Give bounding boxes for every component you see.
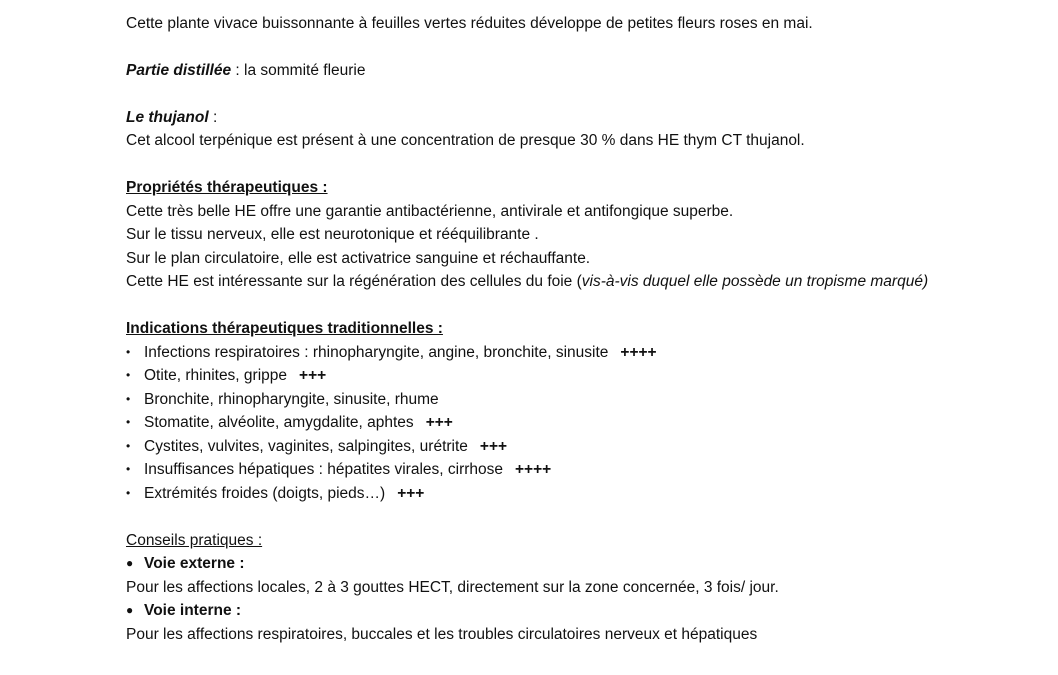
list-item [126, 364, 932, 388]
proprietes-line: Sur le tissu nerveux, elle est neurotonique et rééquilibrante . [126, 226, 539, 243]
bullet-dot-icon: ● [126, 603, 134, 617]
thujanol-label: Le thujanol [126, 108, 209, 126]
bullet-icon: • [126, 438, 131, 453]
voie-interne-text: Pour les affections respiratoires, buccales et les troubles circulatoires nerveux et hépatiques [126, 625, 758, 643]
spacer [126, 82, 932, 106]
voie-interne-label: Voie interne : [144, 602, 242, 619]
thujanol-heading [126, 106, 932, 130]
indication-text: Bronchite, rhinopharyngite, sinusite, rhume [144, 390, 439, 408]
bullet-icon: • [126, 485, 131, 500]
thujanol-text: Cet alcool terpénique est présent à une concentration de presque 30 % dans HE thym CT thujanol. [126, 132, 805, 149]
indication-text: Cystites, vulvites, vaginites, salpingites, urétrite [144, 437, 468, 455]
list-item [126, 482, 932, 506]
bullet-icon: • [126, 462, 131, 476]
voie-externe-label: Voie externe : [144, 555, 245, 572]
thujanol-separator: : [208, 108, 218, 126]
list-item [126, 411, 932, 435]
indication-text: Insuffisances hépatiques : hépatites virales, cirrhose [144, 461, 503, 478]
list-item [126, 341, 932, 365]
partie-label: Partie distillée [126, 61, 232, 79]
proprietes-line: Cette très belle HE offre une garantie antibactérienne, antivirale et antifongique superbe. [126, 202, 734, 220]
voie-interne-heading [126, 599, 932, 623]
bullet-dot-icon: ● [126, 556, 134, 570]
spacer [126, 153, 932, 177]
indication-text: Otite, rhinites, grippe [144, 367, 288, 384]
indications-list [126, 341, 932, 506]
bullet-icon: • [126, 391, 131, 406]
proprietes-heading: Propriétés thérapeutiques : [126, 179, 328, 196]
spacer [126, 505, 932, 529]
indication-level: +++ [479, 437, 508, 455]
indication-text: Infections respiratoires : rhinopharyngite, angine, bronchite, sinusite [144, 343, 609, 361]
list-item [126, 458, 932, 482]
spacer [126, 294, 932, 318]
indication-level: ++++ [515, 461, 552, 478]
intro-paragraph: Cette plante vivace buissonnante à feuilles vertes réduites développe de petites fleurs roses en mai. [126, 14, 813, 32]
proprietes-foie-paragraph [126, 270, 932, 294]
proprietes-foie-italic: vis-à-vis duquel elle possède un tropisme marqué) [581, 273, 929, 290]
proprietes-line: Sur le plan circulatoire, elle est activatrice sanguine et réchauffante. [126, 249, 591, 267]
indications-heading: Indications thérapeutiques traditionnelles : [126, 320, 443, 337]
spacer [126, 35, 932, 59]
proprietes-foie-text: Cette HE est intéressante sur la régénération des cellules du foie ( [126, 273, 582, 290]
indication-text: Stomatite, alvéolite, amygdalite, aphtes [144, 414, 414, 431]
voie-externe-text: Pour les affections locales, 2 à 3 gouttes HECT, directement sur la zone concernée, 3 fois/ jour. [126, 578, 779, 596]
bullet-icon: • [126, 415, 131, 429]
bullet-icon: • [126, 344, 131, 359]
indication-level: +++ [299, 367, 327, 384]
indication-text: Extrémités froides (doigts, pieds…) [144, 484, 386, 502]
indication-level: +++ [397, 484, 425, 502]
bullet-icon: • [126, 368, 131, 382]
partie-distillee [126, 59, 932, 83]
list-item [126, 435, 932, 459]
indication-level: ++++ [620, 343, 657, 361]
indication-level: +++ [425, 414, 453, 431]
voie-externe-heading [126, 552, 932, 576]
partie-value: la sommité fleurie [244, 61, 366, 79]
list-item [126, 388, 932, 412]
conseils-heading: Conseils pratiques : [126, 531, 263, 549]
document-body [126, 0, 932, 646]
partial-top-line [126, 0, 932, 12]
partie-separator: : [231, 61, 245, 79]
